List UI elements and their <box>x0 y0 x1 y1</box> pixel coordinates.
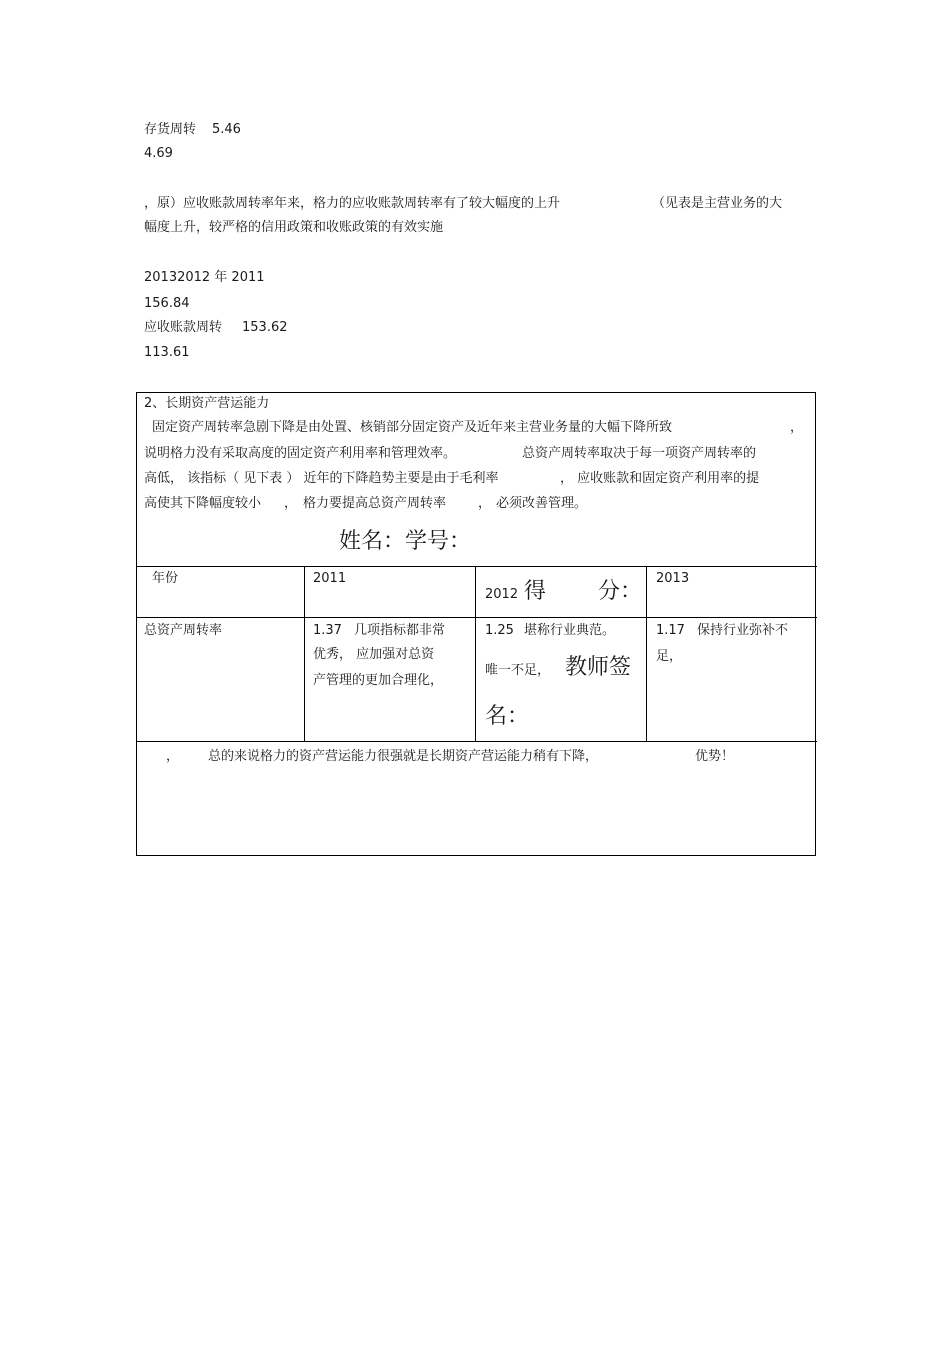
section-heading: 2、长期资产营运能力 <box>144 396 270 411</box>
ar-turnover-label: 应收账款周转 <box>144 320 223 335</box>
cell-2013-value: 1.17 <box>656 623 685 638</box>
ar-paragraph-line1-end: （见表是主营业务的大 <box>652 196 783 211</box>
inventory-turnover-value: 5.46 <box>212 122 241 137</box>
header-2011: 2011 <box>313 571 347 586</box>
score-label-a: 得 <box>524 579 547 604</box>
teacher-signature-label-a: 教师签 <box>565 655 632 680</box>
cell-2012-text-1: 堪称行业典范。 <box>524 623 616 638</box>
header-2012: 2012 <box>485 587 519 602</box>
box-para-line4-c: 格力要提高总资产周转率 <box>303 496 447 511</box>
name-student-id-line: 姓名：学号： <box>339 529 472 554</box>
cell-2011-value: 1.37 <box>313 623 342 638</box>
table-row-divider <box>136 617 817 618</box>
table-top-border <box>136 566 817 567</box>
cell-2013-text-2: 足， <box>656 649 683 664</box>
box-para-line4-d: ， <box>478 496 492 511</box>
box-para-line4-a: 高使其下降幅度较小 <box>144 496 262 511</box>
table-col-divider-3 <box>646 566 647 742</box>
box-para-line1: 固定资产周转率急剧下降是由处置、核销部分固定资产及近年来主营业务量的大幅下降所致 <box>152 420 673 435</box>
summary-text: 总的来说格力的资产营运能力很强就是长期资产营运能力稍有下降， <box>208 749 599 764</box>
header-2013: 2013 <box>656 571 690 586</box>
inventory-turnover-value-2: 4.69 <box>144 146 173 161</box>
inventory-turnover-label: 存货周转 <box>144 122 197 137</box>
cell-2011-text-1: 几项指标都非常 <box>354 623 446 638</box>
ar-paragraph-line1: ，原）应收账款周转率年来，格力的应收账款周转率有了较大幅度的上升 <box>144 196 561 211</box>
cell-2011-text-2: 优秀， 应加强对总资 <box>313 647 435 662</box>
header-year: 年份 <box>152 571 179 586</box>
value-line-3: 113.61 <box>144 345 190 360</box>
cell-2012-text-2: 唯一不足， <box>485 663 551 678</box>
value-line-1: 156.84 <box>144 296 190 311</box>
years-line: 20132012 年 2011 <box>144 270 265 285</box>
box-para-line4-b: ， <box>284 496 298 511</box>
score-label-b: 分： <box>598 579 643 604</box>
table-col-divider-2 <box>475 566 476 742</box>
row-label-total-asset-turnover: 总资产周转率 <box>144 623 223 638</box>
summary-comma: ， <box>166 749 180 764</box>
cell-2011-text-3: 产管理的更加合理化， <box>313 673 444 688</box>
box-para-line2-end: 总资产周转率取决于每一项资产周转率的 <box>522 446 757 461</box>
teacher-signature-label-b: 名： <box>485 704 530 729</box>
box-para-line2: 说明格力没有采取高度的固定资产利用率和管理效率。 <box>144 446 457 461</box>
box-para-line4-e: 必须改善管理。 <box>496 496 588 511</box>
box-para-line3: 高低， 该指标（ 见下表 ） 近年的下降趋势主要是由于毛利率 <box>144 471 499 486</box>
ar-turnover-value: 153.62 <box>242 320 288 335</box>
table-bottom-border <box>136 741 817 742</box>
box-para-line1-end: ， <box>790 420 804 435</box>
cell-2012-value: 1.25 <box>485 623 514 638</box>
cell-2013-text-1: 保持行业弥补不 <box>697 623 789 638</box>
ar-paragraph-line2: 幅度上升，较严格的信用政策和收账政策的有效实施 <box>144 220 444 235</box>
summary-end: 优势！ <box>695 749 735 764</box>
table-col-divider-1 <box>304 566 305 742</box>
box-para-line3-end: ， 应收账款和固定资产利用率的提 <box>560 471 760 486</box>
